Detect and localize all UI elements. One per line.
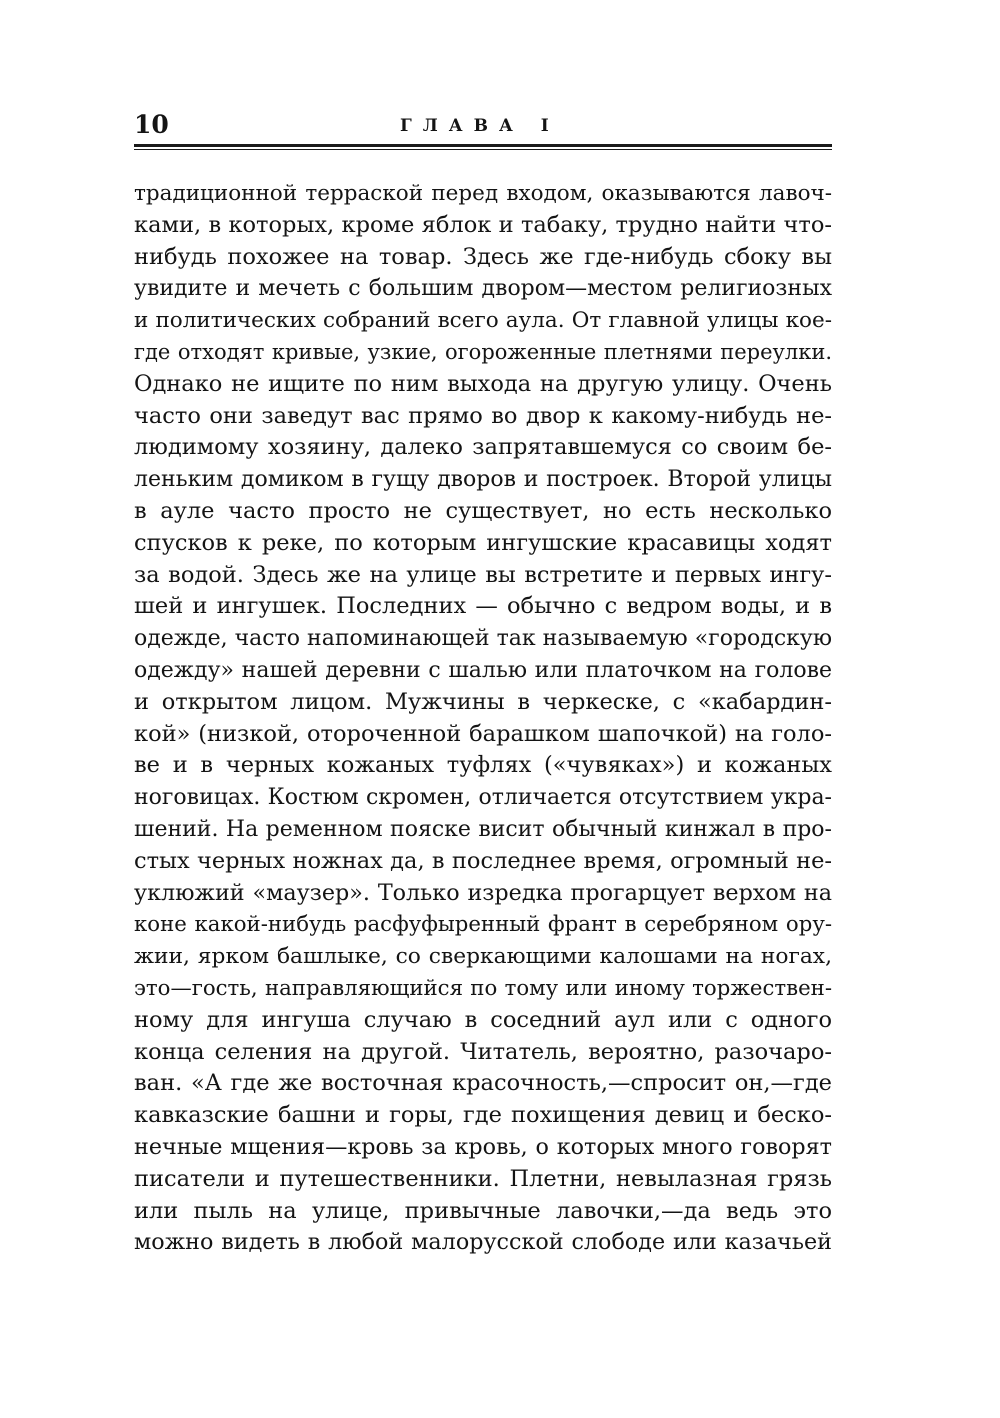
text-line: ками, в которых, кроме яблок и табаку, трудно найти что-	[134, 211, 832, 238]
body-text	[134, 178, 832, 1259]
running-head: ГЛАВА I	[400, 116, 560, 136]
text-line: одежде, часто напоминающей так называемую «городскую	[134, 626, 832, 652]
text-line: это—гость, направляющийся по тому или иному торжествен-	[134, 975, 832, 1001]
text-line: шений. На ременном пояске висит обычный кинжал в про-	[134, 816, 832, 842]
text-line: Однако не ищите по ним выхода на другую улицу. Очень	[134, 370, 832, 397]
text-line: и политических собраний всего аула. От главной улицы кое-	[134, 308, 832, 334]
text-line: стых черных ножнах да, в последнее время, огромный не-	[134, 847, 832, 874]
text-line: часто они заведут вас прямо во двор к какому-нибудь не-	[134, 402, 832, 429]
text-line: ве и в черных кожаных туфлях («чувяках») и кожаных	[134, 752, 832, 779]
text-line: кой» (низкой, отороченной барашком шапочкой) на голо-	[134, 720, 832, 747]
text-line: конца селения на другой. Читатель, вероятно, разочаро-	[134, 1038, 832, 1065]
text-line: где отходят кривые, узкие, огороженные плетнями переулки.	[134, 339, 832, 364]
text-line: ноговицах. Костюм скромен, отличается отсутствием укра-	[134, 785, 832, 811]
text-line: увидите и мечеть с большим двором—местом религиозных	[134, 276, 832, 302]
page-number: 10	[134, 110, 169, 139]
header-rule-thin	[134, 149, 832, 150]
text-line: кавказские башни и горы, где похищения девиц и беско-	[134, 1102, 832, 1129]
text-line: шей и ингушек. Последних — обычно с ведром воды, и в	[134, 593, 832, 620]
text-line: писатели и путешественники. Плетни, невылазная грязь	[134, 1165, 832, 1192]
text-line: или пыль на улице, привычные лавочки,—да ведь это	[134, 1197, 832, 1224]
text-line: традиционной терраской перед входом, оказываются лавоч-	[134, 181, 832, 206]
header-rule	[134, 144, 832, 147]
text-line: людимому хозяину, далеко запрятавшемуся со своим бе-	[134, 434, 832, 461]
text-line: жии, ярком башлыке, со сверкающими калошами на ногах,	[134, 944, 832, 970]
page-header	[134, 110, 832, 144]
text-line: спусков к реке, по которым ингушские красавицы ходят	[134, 529, 832, 556]
text-line: ван. «А где же восточная красочность,—спросит он,—где	[134, 1070, 832, 1097]
text-line: в ауле часто просто не существует, но есть несколько	[134, 497, 832, 524]
text-line: за водой. Здесь же на улице вы встретите и первых ингу-	[134, 561, 832, 588]
text-line: можно видеть в любой малорусской слободе или казачьей	[134, 1229, 832, 1256]
text-line: нечные мщения—кровь за кровь, о которых много говорят	[134, 1133, 832, 1160]
text-line: леньким домиком в гущу дворов и построек. Второй улицы	[134, 467, 832, 493]
text-line: ному для ингуша случаю в соседний аул или с одного	[134, 1006, 832, 1033]
text-line: и открытом лицом. Мужчины в черкеске, с «кабардин-	[134, 688, 832, 715]
text-line: одежду» нашей деревни с шалью или платочком на голове	[134, 657, 832, 683]
text-line: нибудь похожее на товар. Здесь же где-нибудь сбоку вы	[134, 243, 832, 270]
text-line: уклюжий «маузер». Только изредка прогарцует верхом на	[134, 879, 832, 906]
text-line: коне какой-нибудь расфуфыренный франт в серебряном ору-	[134, 912, 832, 938]
